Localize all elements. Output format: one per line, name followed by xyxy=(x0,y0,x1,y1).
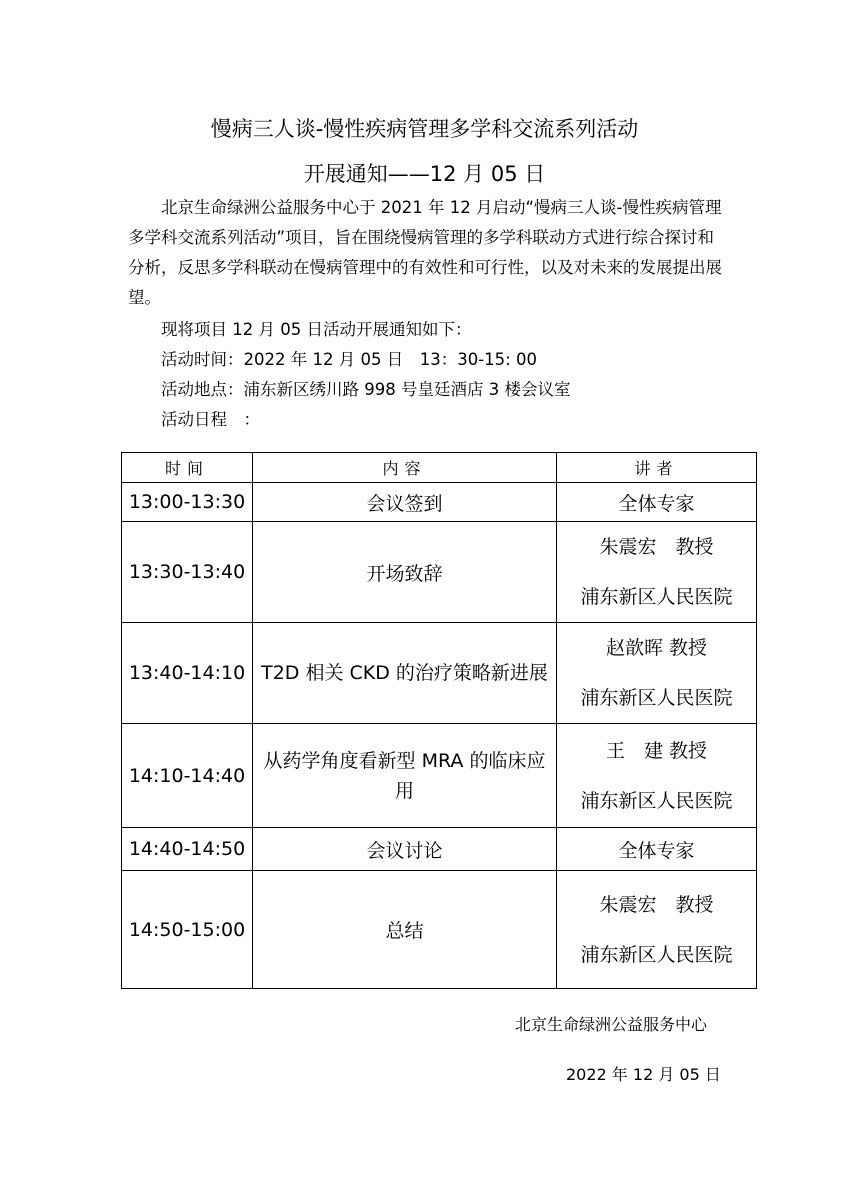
row-time: 13:40-14:10 xyxy=(122,623,253,724)
speaker-org: 浦东新区人民医院 xyxy=(580,586,733,608)
speaker-name: 朱震宏 教授 xyxy=(599,893,714,916)
signature-organization: 北京生命绿洲公益服务中心 xyxy=(515,1015,708,1034)
row-content: 从药学角度看新型 MRA 的临床应用 xyxy=(253,724,557,828)
speaker-name: 朱震宏 教授 xyxy=(599,536,714,558)
table-row xyxy=(122,483,757,522)
row-time: 14:50-15:00 xyxy=(122,871,253,989)
signature-date: 2022 年 12 月 05 日 xyxy=(566,1065,721,1084)
intro-text: 北京生命绿洲公益服务中心于 2021 年 12 月启动“慢病三人谈-慢性疾病管理多学科交流系列活动”项目，旨在围绕慢病管理的多学科联动方式进行综合探讨和分析，反思多学科联动在慢病管理中的有效性和可行性，以及对未来的发展提出展望。 xyxy=(128,198,722,307)
speaker-name: 王 建 教授 xyxy=(605,739,708,762)
row-speaker xyxy=(557,623,757,724)
schedule-table xyxy=(121,452,757,989)
table-row xyxy=(122,522,757,623)
speaker-name: 赵歆晖 教授 xyxy=(605,637,708,659)
row-time: 13:00-13:30 xyxy=(122,483,253,522)
header-speaker: 讲者 xyxy=(557,453,757,483)
table-row xyxy=(122,724,757,828)
row-speaker xyxy=(557,483,757,522)
speaker-name: 全体专家 xyxy=(618,839,695,862)
speaker-org: 浦东新区人民医院 xyxy=(580,687,733,709)
event-time: 活动时间：2022 年 12 月 05 日 13：30-15: 00 xyxy=(161,350,537,369)
notice-line: 现将项目 12 月 05 日活动开展通知如下： xyxy=(161,320,472,339)
row-content: 总结 xyxy=(253,871,557,989)
row-speaker xyxy=(557,828,757,871)
speaker-name: 全体专家 xyxy=(618,492,695,515)
table-row xyxy=(122,871,757,989)
row-time: 14:40-14:50 xyxy=(122,828,253,871)
row-content: 会议讨论 xyxy=(253,828,557,871)
row-speaker xyxy=(557,724,757,828)
table-row xyxy=(122,828,757,871)
header-time: 时间 xyxy=(122,453,253,483)
table-header-row xyxy=(122,453,757,483)
table-row xyxy=(122,623,757,724)
agenda-label: 活动日程 ： xyxy=(161,410,260,429)
document-subtitle: 开展通知——12 月 05 日 xyxy=(303,162,546,186)
row-content: 会议签到 xyxy=(253,483,557,522)
row-content: 开场致辞 xyxy=(253,522,557,623)
document-title: 慢病三人谈-慢性疾病管理多学科交流系列活动 xyxy=(210,117,639,141)
intro-paragraph xyxy=(128,193,728,313)
speaker-org: 浦东新区人民医院 xyxy=(580,943,733,966)
speaker-org: 浦东新区人民医院 xyxy=(580,789,733,812)
header-content: 内容 xyxy=(253,453,557,483)
row-content: T2D 相关 CKD 的治疗策略新进展 xyxy=(253,623,557,724)
row-time: 13:30-13:40 xyxy=(122,522,253,623)
row-speaker xyxy=(557,871,757,989)
row-time: 14:10-14:40 xyxy=(122,724,253,828)
event-location: 活动地点：浦东新区绣川路 998 号皇廷酒店 3 楼会议室 xyxy=(161,380,571,399)
row-speaker xyxy=(557,522,757,623)
